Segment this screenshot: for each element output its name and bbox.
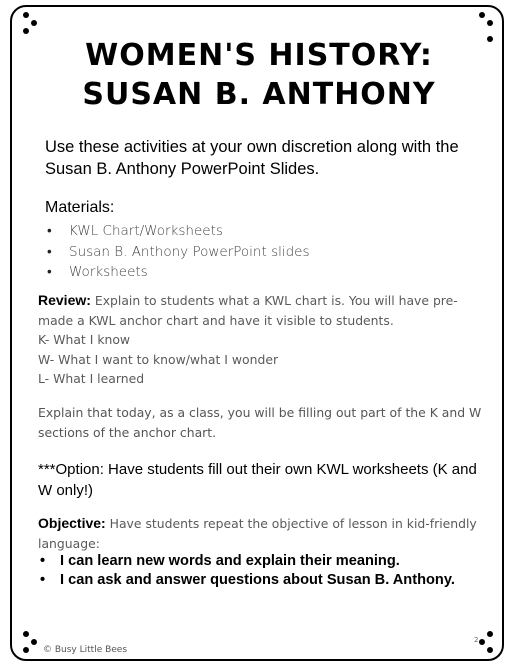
materials-item: • KWL Chart/Worksheets xyxy=(45,221,310,242)
corner-dot-bottom-left xyxy=(31,639,37,645)
kwl-k: K- What I know xyxy=(38,332,131,347)
copyright-footer: © Busy Little Bees xyxy=(43,645,128,655)
corner-dot-top-left xyxy=(31,20,37,26)
kwl-l: L- What I learned xyxy=(38,371,145,386)
review-text: Explain to students what a KWL chart is. You will have pre-made a KWL anchor chart and have it visible to students. xyxy=(38,293,458,328)
page-number: 2 xyxy=(474,636,479,644)
kwl-w: W- What I want to know/what I wonder xyxy=(38,351,279,367)
corner-dot-top-left xyxy=(23,28,29,34)
objective-list xyxy=(38,552,455,590)
materials-item: • Worksheets xyxy=(45,262,310,283)
review-label: Review: xyxy=(38,292,91,308)
objective-text: Have students repeat the objective of lesson in kid-friendly language: xyxy=(38,516,477,551)
title-line-2: SUSAN B. ANTHONY xyxy=(82,77,436,112)
corner-dot-top-right xyxy=(479,12,485,18)
materials-heading: Materials: xyxy=(45,199,115,216)
intro-text: Use these activities at your own discretion along with the Susan B. Anthony PowerPoint Slides. xyxy=(45,138,459,178)
corner-dot-top-right xyxy=(487,20,493,26)
corner-dot-bottom-right xyxy=(487,647,493,653)
materials-item: • Susan B. Anthony PowerPoint slides xyxy=(45,242,310,263)
materials-list xyxy=(45,221,310,283)
corner-dot-bottom-right xyxy=(487,631,493,637)
corner-dot-top-left xyxy=(23,12,29,18)
objective-item: • I can learn new words and explain their meaning. xyxy=(38,552,455,571)
title-line-1: WOMEN'S HISTORY: xyxy=(85,38,433,73)
objective-section xyxy=(38,514,488,553)
explain-text: Explain that today, as a class, you will be filling out part of the K and W sections of the anchor chart. xyxy=(38,405,482,440)
option-text: ***Option: Have students fill out their own KWL worksheets (K and W only!) xyxy=(38,461,477,499)
corner-dot-bottom-left xyxy=(23,631,29,637)
objective-label: Objective: xyxy=(38,515,106,531)
corner-dot-bottom-right xyxy=(479,639,485,645)
objective-item: • I can ask and answer questions about Susan B. Anthony. xyxy=(38,571,455,590)
review-section xyxy=(38,291,488,389)
corner-dot-bottom-left xyxy=(23,647,29,653)
